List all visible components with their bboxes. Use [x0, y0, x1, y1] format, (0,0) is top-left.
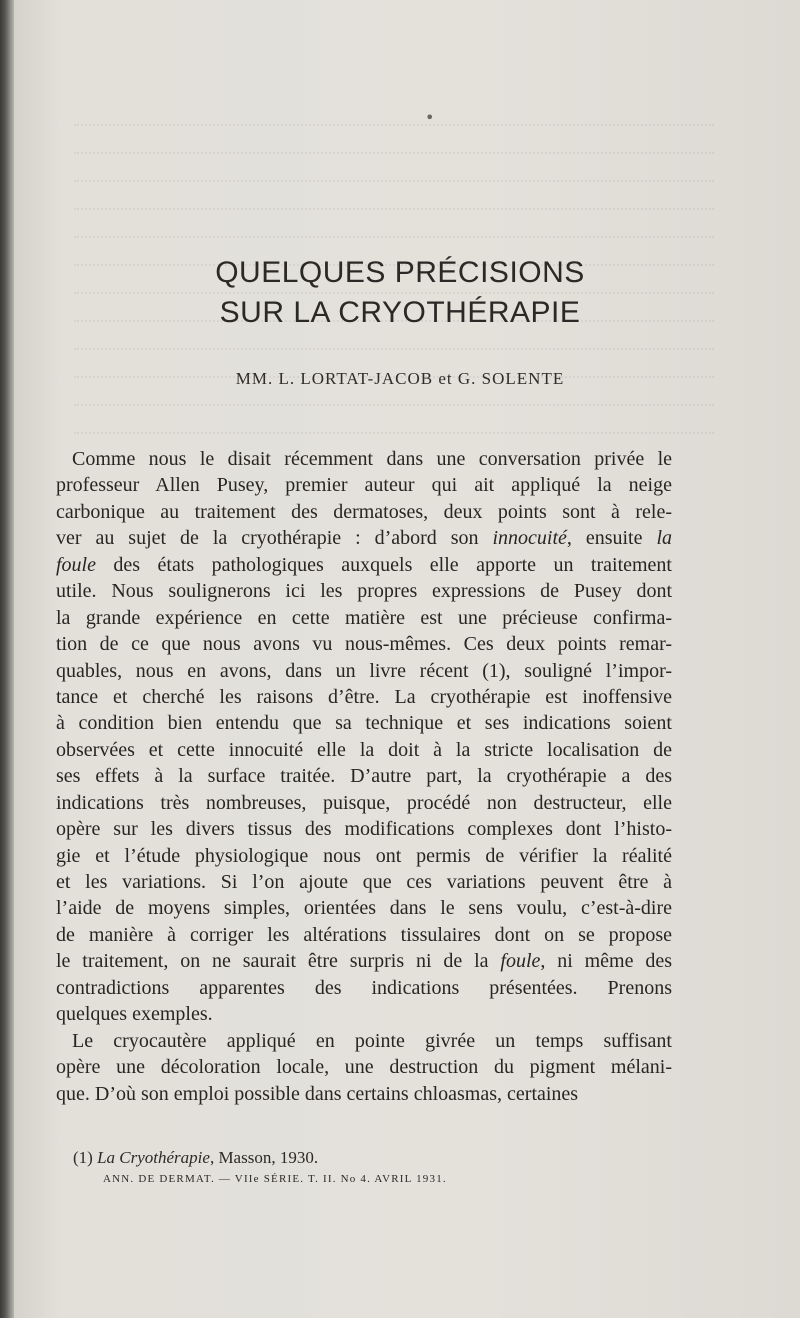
text-run: quables, nous en avons, dans un livre récent (1), souligné l’impor-: [56, 659, 672, 682]
footnote: [73, 1148, 318, 1168]
body-line: [56, 948, 672, 974]
text-run: l’aide de moyens simples, orientées dans le sens voulu, c’est-à-dire: [56, 897, 672, 920]
text-run: , ni même des: [540, 950, 672, 973]
body-line: [56, 895, 672, 921]
text-run: de manière à corriger les altérations tissulaires dont on se propose: [56, 923, 672, 946]
body-line: [56, 684, 672, 710]
text-run: à condition bien entendu que sa technique et ses indications soient: [56, 712, 672, 735]
body-line: [56, 446, 672, 472]
journal-citation: ANN. DE DERMAT. — VIIe SÉRIE. T. II. No 4. AVRIL 1931.: [103, 1173, 447, 1185]
text-run: opère une décoloration locale, une destruction du pigment mélani-: [56, 1056, 672, 1079]
body-line: [56, 869, 672, 895]
text-run: contradictions apparentes des indications présentées. Prenons: [56, 976, 672, 999]
text-run: observées et cette innocuité elle la doit à la stricte localisation de: [56, 738, 672, 761]
text-run: Le cryocautère appliqué en pointe givrée un temps suffisant: [72, 1029, 672, 1052]
body-line: [56, 631, 672, 657]
body-line: [56, 1001, 672, 1027]
italic-term: la: [656, 527, 672, 550]
text-run: tion de ce que nous avons vu nous-mêmes. Ces deux points remar-: [56, 633, 672, 656]
body-line: [56, 552, 672, 578]
text-run: opère sur les divers tissus des modifications complexes dont l’histo-: [56, 818, 672, 841]
text-run: gie et l’étude physiologique nous ont permis de vérifier la réalité: [56, 844, 672, 867]
text-run: tance et cherché les raisons d’être. La cryothérapie est inoffensive: [56, 685, 672, 708]
text-run: indications très nombreuses, puisque, procédé non destructeur, elle: [56, 791, 672, 814]
footnote-book-title: La Cryothérapie: [97, 1148, 210, 1167]
text-run: des états pathologiques auxquels elle apporte un traitement: [96, 553, 672, 576]
article-title-line-2: SUR LA CRYOTHÉRAPIE: [219, 296, 581, 329]
body-line: [56, 763, 672, 789]
body-line: [56, 525, 672, 551]
body-line: [56, 605, 672, 631]
ink-speck: •: [425, 108, 435, 127]
article-body: [56, 446, 672, 1107]
body-line: [56, 1081, 672, 1107]
text-run: le traitement, on ne saurait être surpris ni de la: [56, 950, 501, 973]
text-run: , ensuite: [566, 527, 657, 550]
article-title-line-1: QUELQUES PRÉCISIONS: [215, 256, 585, 289]
text-run: utile. Nous soulignerons ici les propres expressions de Pusey dont: [56, 580, 672, 603]
body-line: [56, 816, 672, 842]
text-run: que. D’où son emploi possible dans certains chloasmas, certaines: [56, 1082, 579, 1105]
italic-term: foule: [56, 553, 96, 576]
text-run: ver au sujet de la cryothérapie : d’abord son: [56, 527, 493, 550]
italic-term: foule: [500, 950, 541, 973]
body-line: [56, 472, 672, 498]
text-run: la grande expérience en cette matière est une précieuse confirma-: [56, 606, 672, 629]
text-run: ses effets à la surface traitée. D’autre part, la cryothérapie a des: [56, 765, 672, 788]
article-authors: MM. L. LORTAT-JACOB et G. SOLENTE: [235, 369, 565, 388]
body-line: [56, 658, 672, 684]
italic-term: innocuité: [492, 527, 567, 550]
text-run: quelques exemples.: [56, 1003, 213, 1026]
body-line: [56, 710, 672, 736]
book-spine-shadow: [0, 0, 14, 1318]
text-run: professeur Allen Pusey, premier auteur qui ait appliqué la neige: [56, 474, 672, 497]
body-line: [56, 1028, 672, 1054]
text-run: Comme nous le disait récemment dans une conversation privée le: [72, 448, 672, 470]
body-line: [56, 737, 672, 763]
body-line: [56, 843, 672, 869]
body-line: [56, 499, 672, 525]
body-line: [56, 790, 672, 816]
body-line: [56, 1054, 672, 1080]
body-line: [56, 975, 672, 1001]
body-line: [56, 578, 672, 604]
footnote-marker: (1): [73, 1148, 93, 1167]
body-line: [56, 922, 672, 948]
text-run: carbonique au traitement des dermatoses, deux points sont à rele-: [56, 500, 672, 523]
text-run: et les variations. Si l’on ajoute que ces variations peuvent être à: [56, 871, 672, 893]
footnote-publisher: , Masson, 1930.: [209, 1148, 319, 1167]
